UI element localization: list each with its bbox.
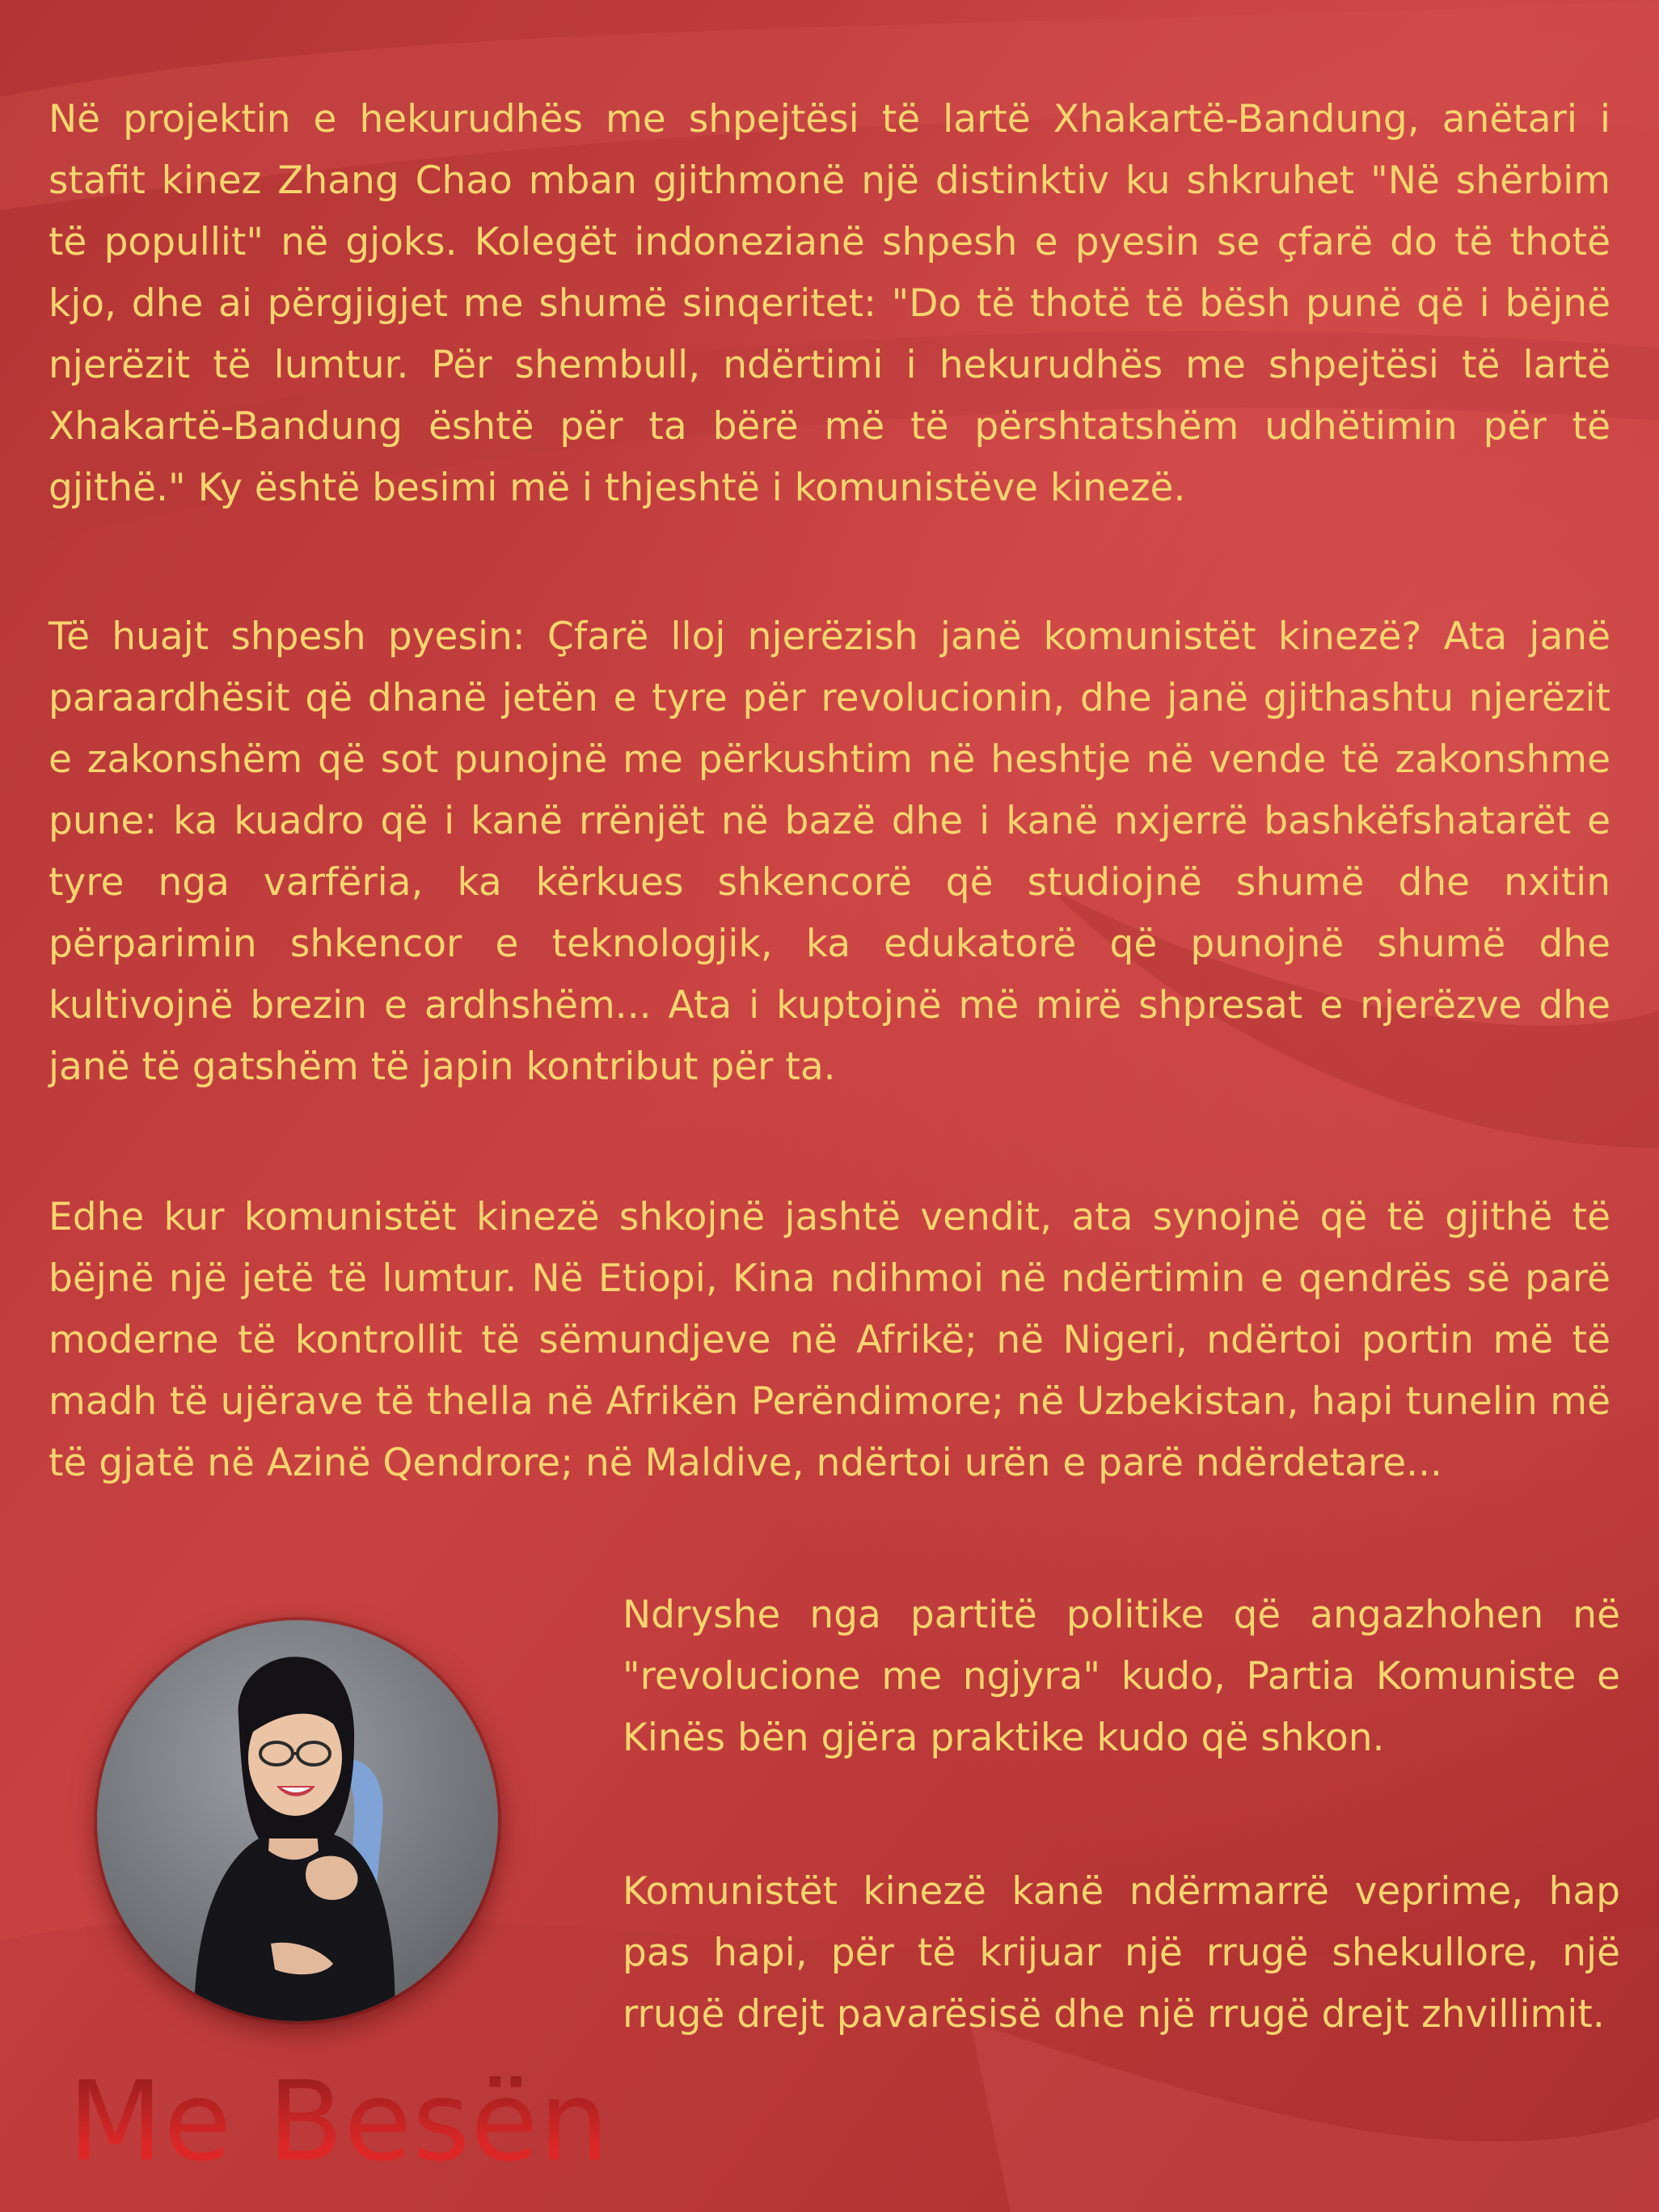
paragraph-3: Edhe kur komunistët kinezë shkojnë jashtë vendit, ata synojnë që të gjithë të bëjnë një jetë të lumtur. Në Etiopi, Kina ndihmoi në ndërtimin e qendrës së parë moderne të kontrollit të sëmundjeve në Afrikë; në Nigeri, ndërtoi portin më të madh të ujërave të thella në Afrikën Perëndimore; në Uzbekistan, hapi tunelin më të gjatë në Azinë Qendrore; në Maldive, ndërtoi urën e parë ndërdetare... — [49, 1195, 1610, 1485]
paragraph-4: Ndryshe nga partitë politike që angazhohen në "revolucione me ngjyra" kudo, Partia Komuniste e Kinës bën gjëra praktike kudo që shkon. — [623, 1593, 1620, 1760]
paragraph-2: Të huajt shpesh pyesin: Çfarë lloj njerëzish janë komunistët kinezë? Ata janë paraardhësit që dhanë jetën e tyre për revolucionin, dhe janë gjithashtu njerëzit e zakonshëm që sot punojnë me përkushtim në heshtje në vende të zakonshme pune: ka kuadro që i kanë rrënjët në bazë dhe i kanë nxjerrë bashkëfshatarët e tyre nga varfëria, ka kërkues shkencorë që studiojnë shumë dhe nxitin përparimin shkencor e teknologjik, ka edukatorë që punojnë shumë dhe kultivojnë brezin e ardhshëm... Ata i kuptojnë më mirë shpresat e njerëzve dhe janë të gatshëm të japin kontribut për ta. — [49, 614, 1610, 1089]
paragraph-5: Komunistët kinezë kanë ndërmarrë veprime, hap pas hapi, për të krijuar një rrugë shekullore, një rrugë drejt pavarësisë dhe një rrugë drejt zhvillimit. — [623, 1869, 1620, 2037]
paragraph-1: Në projektin e hekurudhës me shpejtësi të lartë Xhakartë-Bandung, anëtari i stafit kinez Zhang Chao mban gjithmonë një distinktiv ku shkruhet "Në shërbim të popullit" në gjoks. Kolegët indonezianë shpesh e pyesin se çfarë do të thotë kjo, dhe ai përgjigjet me shumë sinqeritet: "Do të thotë të bësh punë që i bëjnë njerëzit të lumtur. Për shembull, ndërtimi i hekurudhës me shpejtësi të lartë Xhakartë-Bandung është për ta bërë më të përshtatshëm udhëtimin për të gjithë." Ky është besimi më i thjeshtë i komunistëve kinezë. — [49, 97, 1610, 510]
portrait-image — [97, 1620, 498, 2021]
author-portrait — [97, 1620, 498, 2021]
signature: Me Besën — [68, 2058, 610, 2186]
